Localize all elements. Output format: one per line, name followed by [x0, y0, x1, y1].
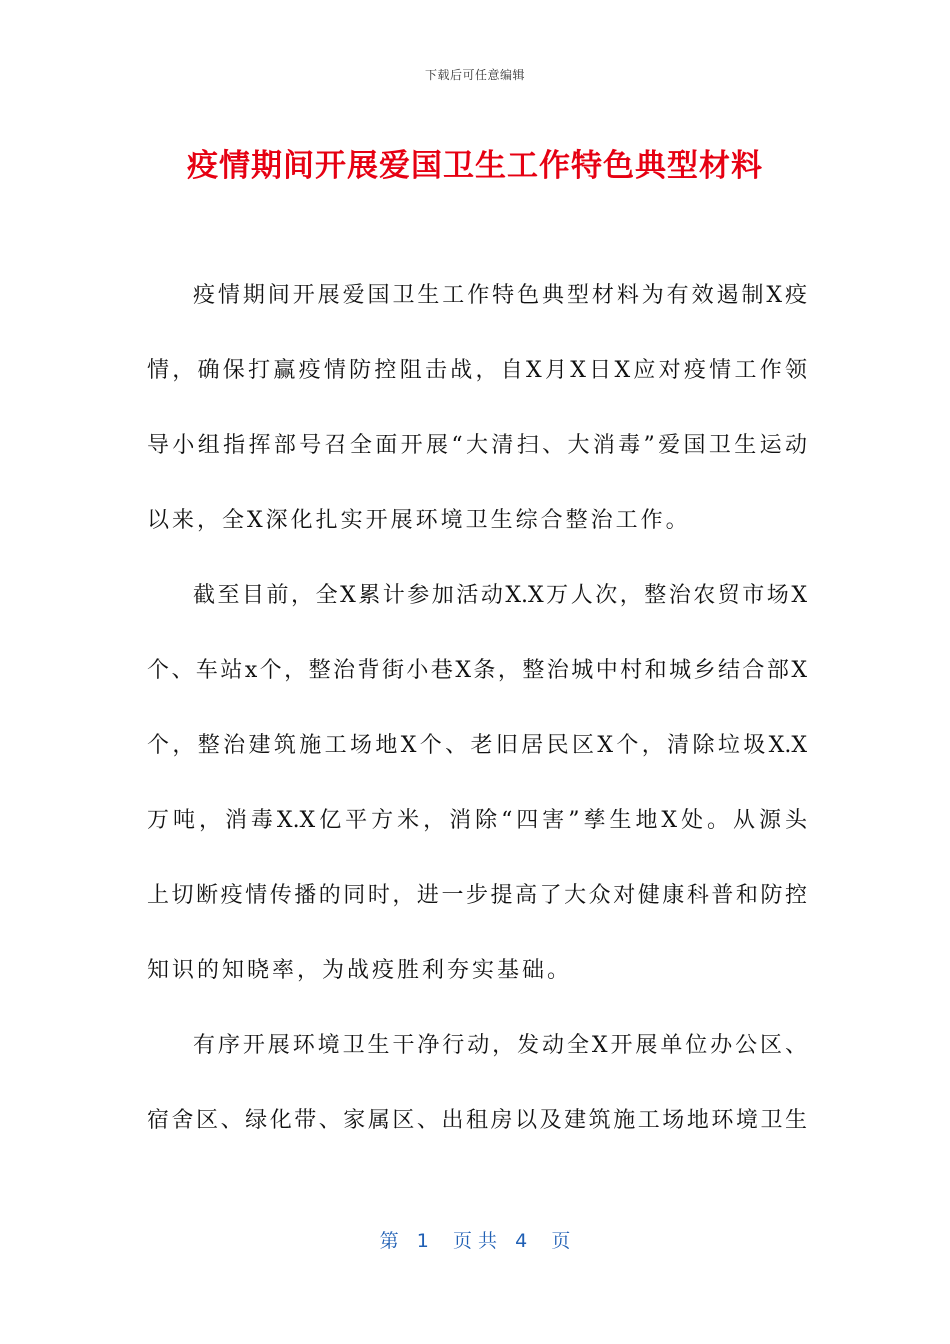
header-note: 下载后可任意编辑 [424, 68, 525, 82]
paragraph-line: 宿舍区、绿化带、家属区、出租房以及建筑施工场地环境卫生 [147, 1108, 807, 1133]
paragraph-line: 截至目前，全X累计参加活动X.X万人次，整治农贸市场X [193, 583, 807, 608]
paragraph-line: 疫情期间开展爱国卫生工作特色典型材料为有效遏制X疫 [193, 283, 807, 308]
paragraph-line: 上切断疫情传播的同时，进一步提高了大众对健康科普和防控 [147, 883, 807, 908]
paragraph-line: 个、车站x个，整治背街小巷X条，整治城中村和城乡结合部X [147, 658, 807, 683]
page-number-footer: 第 1 页 共 4 页 [379, 1230, 571, 1252]
paragraph-line: 万吨，消毒X.X亿平方米，消除“四害”孳生地X处。从源头 [147, 808, 807, 833]
document-title: 疫情期间开展爱国卫生工作特色典型材料 [187, 148, 763, 184]
paragraph-line: 情，确保打赢疫情防控阻击战，自X月X日X应对疫情工作领 [147, 358, 807, 383]
paragraph-line: 个，整治建筑施工场地X个、老旧居民区X个，清除垃圾X.X [147, 733, 807, 758]
paragraph-line: 以来，全X深化扎实开展环境卫生综合整治工作。 [147, 508, 691, 533]
paragraph-line: 导小组指挥部号召全面开展“大清扫、大消毒”爱国卫生运动 [147, 433, 807, 458]
paragraph-line: 有序开展环境卫生干净行动，发动全X开展单位办公区、 [193, 1033, 807, 1058]
paragraph-line: 知识的知晓率，为战疫胜利夯实基础。 [147, 958, 573, 983]
document-body [147, 258, 807, 1158]
